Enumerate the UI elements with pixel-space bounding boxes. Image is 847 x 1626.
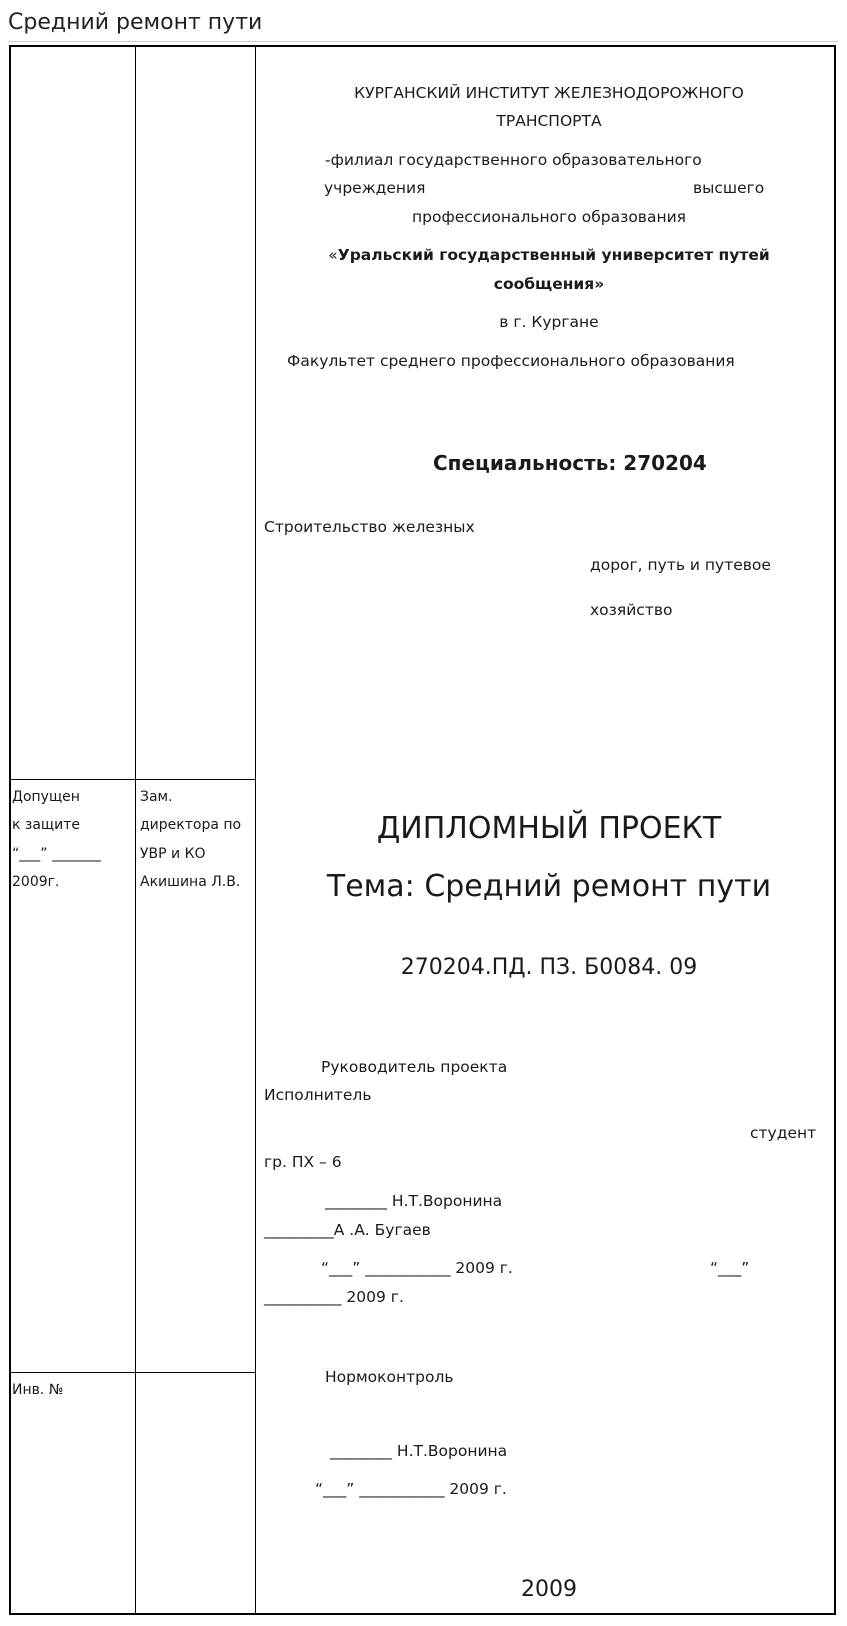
normcontrol-label: Нормоконтроль — [325, 1368, 454, 1386]
university-line-1 — [264, 245, 834, 265]
student-label: студент — [750, 1124, 817, 1142]
quote-open: « — [328, 246, 338, 264]
deputy-line-1: Зам. — [140, 789, 173, 805]
admitted-line-3: “___” _______ — [12, 846, 101, 862]
deputy-line-2: директора по — [140, 817, 242, 833]
normcontrol-signature: ________ Н.Т.Воронина — [330, 1442, 508, 1460]
admitted-line-2: к защите — [12, 817, 80, 833]
inventory-label: Инв. № — [12, 1382, 64, 1398]
normcontrol-date: “___” ___________ 2009 г. — [315, 1480, 507, 1498]
specialty-line-1: Строительство железных — [264, 518, 475, 536]
city-line: в г. Кургане — [499, 313, 599, 331]
supervisor-signature: ________ Н.Т.Воронина — [325, 1192, 503, 1210]
admitted-line-4: 2009г. — [12, 874, 60, 890]
supervisor-date: “___” ___________ 2009 г. — [321, 1259, 513, 1277]
university-name: Уральский государственный университет путей — [337, 246, 770, 264]
deputy-line-4: Акишина Л.В. — [140, 874, 241, 890]
branch-line-3: профессионального образования — [412, 208, 686, 226]
column-divider-2 — [255, 47, 256, 1613]
faculty-line: Факультет среднего профессионального образования — [287, 352, 735, 370]
executor-signature: _________А .А. Бугаев — [264, 1221, 431, 1239]
institute-line-2: ТРАНСПОРТА — [496, 112, 602, 130]
specialty-label: Специальность: 270204 — [433, 451, 707, 475]
executor-label: Исполнитель — [264, 1086, 372, 1104]
branch-line-2-left: учреждения — [324, 179, 426, 197]
executor-date-left: “___” — [710, 1259, 750, 1277]
title-divider — [8, 41, 839, 42]
deputy-line-3: УВР и КО — [140, 846, 206, 862]
institute-line-1: КУРГАНСКИЙ ИНСТИТУТ ЖЕЛЕЗНОДОРОЖНОГО — [354, 84, 744, 102]
document-title: Средний ремонт пути — [8, 10, 263, 35]
project-code: 270204.ПД. ПЗ. Б0084. 09 — [400, 955, 698, 980]
group-label: гр. ПХ – 6 — [264, 1153, 342, 1171]
executor-date-right: __________ 2009 г. — [264, 1288, 404, 1306]
supervisor-label: Руководитель проекта — [321, 1058, 508, 1076]
branch-line-2-right: высшего — [693, 179, 765, 197]
column-divider-1 — [135, 47, 136, 1613]
specialty-line-2: дорог, путь и путевое — [590, 556, 771, 574]
project-type: ДИПЛОМНЫЙ ПРОЕКТ — [376, 811, 722, 846]
row-divider-lower — [11, 1372, 256, 1373]
year: 2009 — [521, 1577, 577, 1602]
branch-line-1: -филиал государственного образовательного — [325, 151, 702, 169]
university-line-2: сообщения» — [493, 275, 605, 293]
row-divider-upper — [11, 779, 256, 780]
project-topic: Тема: Средний ремонт пути — [326, 869, 772, 904]
specialty-line-3: хозяйство — [590, 601, 673, 619]
admitted-line-1: Допущен — [12, 789, 80, 805]
